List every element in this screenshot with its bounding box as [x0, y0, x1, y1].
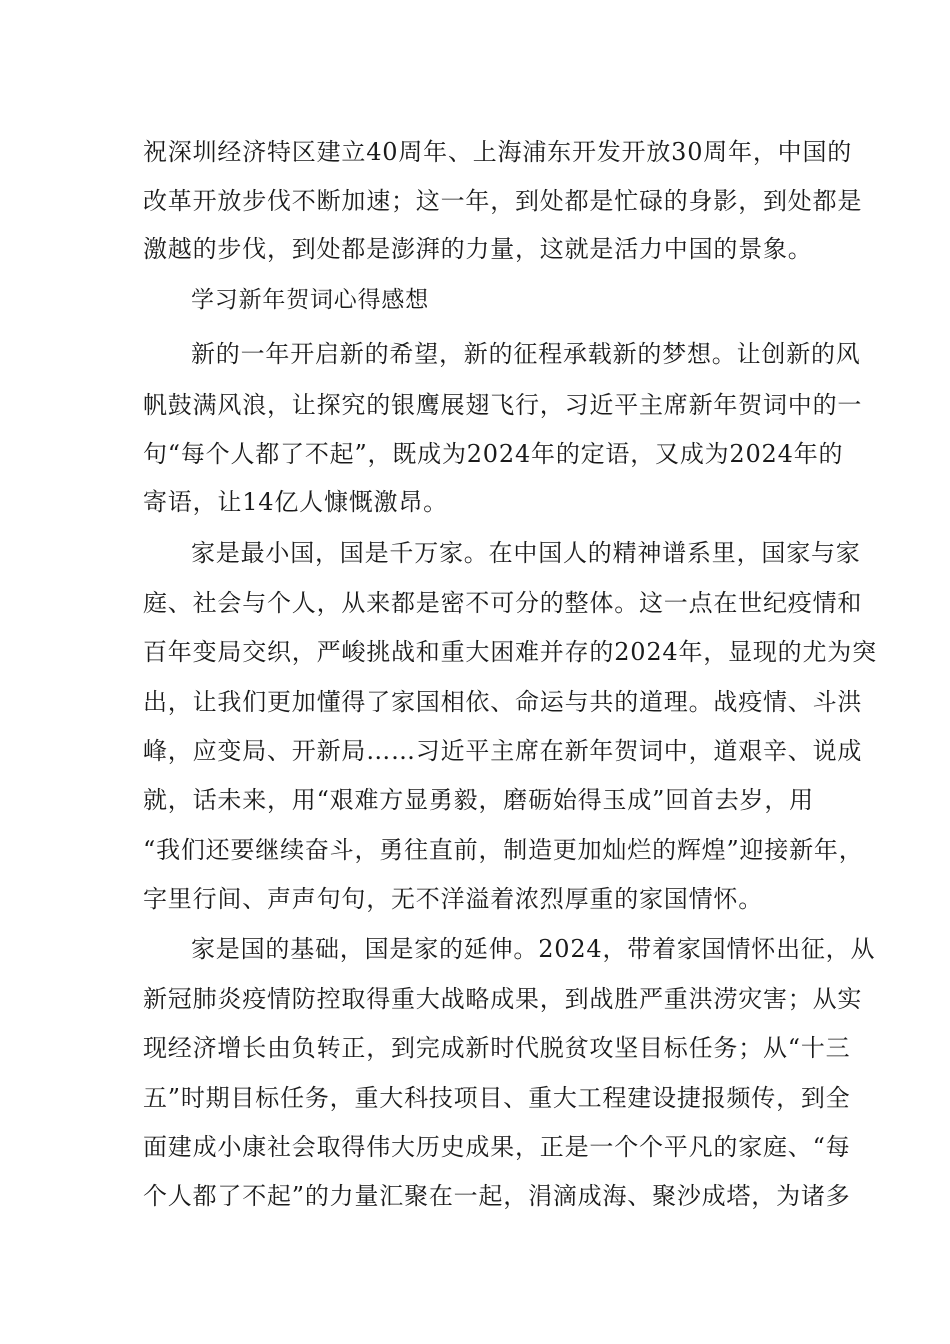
text-line: 改革开放步伐不断加速；这一年，到处都是忙碌的身影，到处都是	[143, 187, 863, 215]
text-line: 个人都了不起”的力量汇聚在一起，涓滴成海、聚沙成塔，为诸多	[143, 1182, 851, 1210]
text-line: 激越的步伐，到处都是澎湃的力量，这就是活力中国的景象。	[143, 235, 813, 263]
text-line: 句“每个人都了不起”，既成为2024年的定语，又成为2024年的	[143, 440, 844, 468]
text-line: “我们还要继续奋斗，勇往直前，制造更加灿烂的辉煌”迎接新年，	[143, 836, 864, 864]
text-line: 庭、社会与个人，从来都是密不可分的整体。这一点在世纪疫情和	[143, 589, 863, 617]
text-line: 家是国的基础，国是家的延伸。2024，带着家国情怀出征，从	[191, 935, 876, 963]
text-line: 字里行间、声声句句，无不洋溢着浓烈厚重的家国情怀。	[143, 885, 763, 913]
text-line: 新冠肺炎疫情防控取得重大战略成果，到战胜严重洪涝灾害；从实	[143, 985, 863, 1013]
text-line: 峰，应变局、开新局……习近平主席在新年贺词中，道艰辛、说成	[143, 737, 863, 765]
text-line: 新的一年开启新的希望，新的征程承载新的梦想。让创新的风	[191, 340, 861, 368]
text-line: 出，让我们更加懂得了家国相依、命运与共的道理。战疫情、斗洪	[143, 688, 863, 716]
text-line: 祝深圳经济特区建立40周年、上海浦东开发开放30周年，中国的	[143, 138, 853, 166]
text-line: 家是最小国，国是千万家。在中国人的精神谱系里，国家与家	[191, 539, 861, 567]
text-line: 面建成小康社会取得伟大历史成果，正是一个个平凡的家庭、“每	[143, 1133, 851, 1161]
text-line: 就，话未来，用“艰难方显勇毅，磨砺始得玉成”回首去岁，用	[143, 786, 814, 814]
text-line: 现经济增长由负转正，到完成新时代脱贫攻坚目标任务；从“十三	[143, 1034, 851, 1062]
section-heading: 学习新年贺词心得感想	[191, 287, 429, 313]
text-line: 百年变局交织，严峻挑战和重大困难并存的2024年，显现的尤为突	[143, 638, 877, 666]
text-line: 五”时期目标任务，重大科技项目、重大工程建设捷报频传，到全	[143, 1084, 851, 1112]
text-line: 帆鼓满风浪，让探究的银鹰展翅飞行，习近平主席新年贺词中的一	[143, 391, 863, 419]
text-line: 寄语，让14亿人慷慨激昂。	[143, 488, 448, 516]
